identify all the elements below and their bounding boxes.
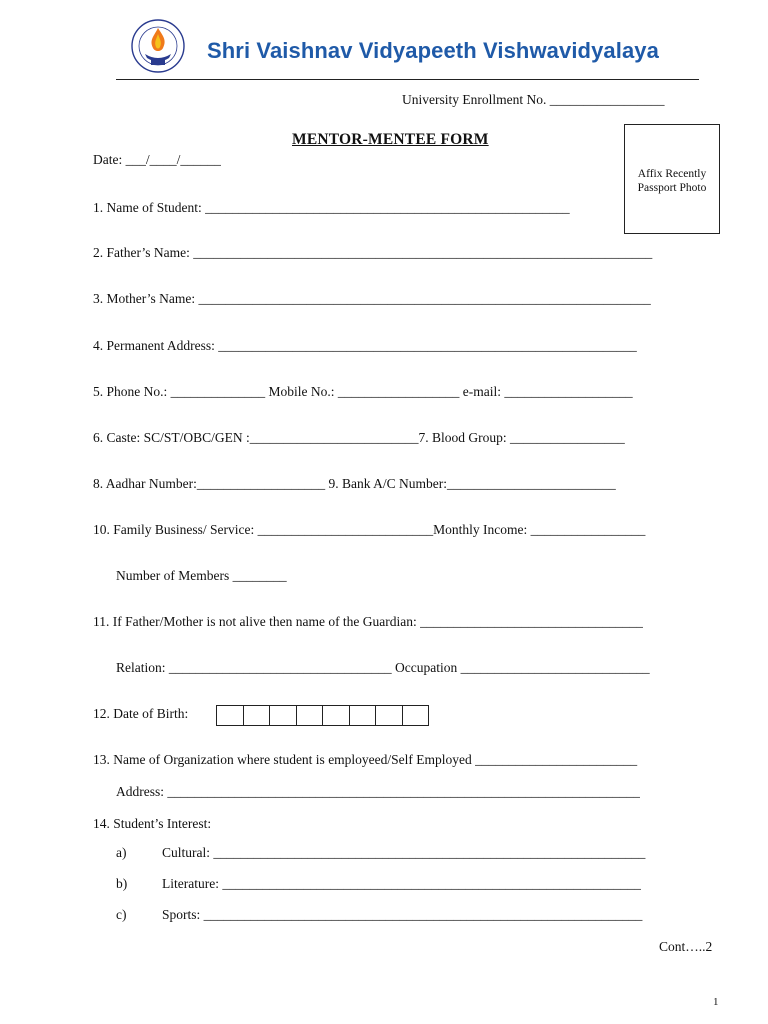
- university-name: Shri Vaishnav Vidyapeeth Vishwavidyalaya: [207, 38, 659, 63]
- field-permanent-address: 4. Permanent Address: ______________________________________________________________: [93, 338, 637, 353]
- field-aadhar-bank: 8. Aadhar Number:___________________ 9. Bank A/C Number:_________________________: [93, 476, 616, 491]
- date-of-birth-box: [296, 705, 324, 726]
- passport-photo-box: [624, 124, 720, 234]
- field-guardian-name: 11. If Father/Mother is not alive then name of the Guardian: _________________________________: [93, 614, 643, 629]
- field-organization-address: Address: ______________________________________________________________________: [116, 784, 640, 799]
- university-seal-icon: [123, 18, 193, 74]
- page-number: 1: [713, 996, 719, 1008]
- enrollment-number-line: University Enrollment No. _________________: [402, 92, 665, 107]
- continued-note: Cont…..2: [659, 939, 713, 954]
- interest-a-label: a): [116, 845, 127, 860]
- photo-box-line1: Affix Recently: [637, 168, 707, 180]
- field-name-of-student: 1. Name of Student: ______________________________________________________: [93, 200, 570, 215]
- field-interest-literature: Literature: ______________________________________________________________: [162, 876, 641, 891]
- field-organization: 13. Name of Organization where student is employeed/Self Employed ________________________: [93, 752, 638, 767]
- field-fathers-name: 2. Father’s Name: ____________________________________________________________________: [93, 245, 653, 260]
- date-of-birth-box: [375, 705, 403, 726]
- field-mothers-name: 3. Mother’s Name: ___________________________________________________________________: [93, 291, 651, 306]
- field-relation-occupation: Relation: _________________________________ Occupation ____________________________: [116, 660, 650, 675]
- field-number-of-members: Number of Members ________: [116, 568, 287, 583]
- date-of-birth-box: [269, 705, 297, 726]
- photo-box-line2: Passport Photo: [637, 182, 707, 194]
- field-interest-sports: Sports: _________________________________________________________________: [162, 907, 643, 922]
- date-line: Date: ___/____/______: [93, 152, 221, 167]
- form-title: MENTOR-MENTEE FORM: [292, 131, 489, 148]
- field-caste-blood-group: 6. Caste: SC/ST/OBC/GEN :_________________________7. Blood Group: _________________: [93, 430, 625, 445]
- date-of-birth-box: [216, 705, 244, 726]
- field-phone-mobile-email: 5. Phone No.: ______________ Mobile No.: __________________ e-mail: ___________________: [93, 384, 633, 399]
- date-of-birth-box: [402, 705, 430, 726]
- field-date-of-birth: 12. Date of Birth:: [93, 706, 189, 721]
- field-family-business-income: 10. Family Business/ Service: __________________________Monthly Income: _________________: [93, 522, 646, 537]
- header-divider: [116, 79, 699, 80]
- field-interest-cultural: Cultural: ________________________________________________________________: [162, 845, 646, 860]
- date-of-birth-box: [322, 705, 350, 726]
- date-of-birth-box: [243, 705, 271, 726]
- date-of-birth-boxes: [216, 705, 429, 726]
- interest-b-label: b): [116, 876, 128, 891]
- field-students-interest: 14. Student’s Interest:: [93, 816, 212, 831]
- interest-c-label: c): [116, 907, 127, 922]
- date-of-birth-box: [349, 705, 377, 726]
